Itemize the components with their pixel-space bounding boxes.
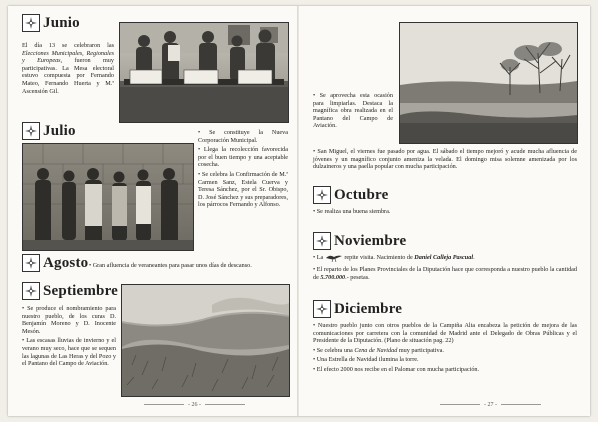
junio-text-italic: Elecciones Municipales, Regionales y Europeas — [22, 49, 114, 65]
section-title-septiembre: Septiembre — [43, 282, 119, 299]
septiembre-bullet-1: • Se produce el nombramiento para nuestro pueblo, de los curas D. Benjamín Moreno y D. Inocente Mesón. — [22, 305, 116, 335]
noviembre-b1-name: Daniel Calleja Pascual — [414, 253, 474, 261]
julio-bullet-2: • Llega la recolección favorecida por el buen tiempo y una aceptable cosecha. — [198, 146, 288, 169]
noviembre-bullet-2 — [313, 266, 577, 281]
ornamental-cross-icon — [313, 186, 331, 204]
junio-text-1: El día 13 se celebraron las — [22, 42, 114, 49]
junio-paragraph — [22, 42, 114, 95]
julio-bullet-3: • Se celebra la Confirmación de M.ª Carmen Sanz, Estela Cuerva y Teresa Sánchez, por el Sr. Obispo, D. José Sánchez y sus preparadores, los párrocos Fernando y Alfonso. — [198, 170, 288, 209]
diciembre-bullet-2 — [313, 347, 577, 355]
ornamental-cross-icon — [22, 282, 40, 300]
septiembre-bullets — [22, 305, 116, 370]
ornamental-cross-icon — [313, 232, 331, 250]
ornamental-cross-icon — [22, 14, 40, 32]
julio-bullets — [198, 129, 288, 211]
noviembre-bullet-1 — [313, 253, 577, 262]
ornamental-cross-icon — [313, 300, 331, 318]
san-miguel-bullet: • San Miguel, el viernes fue pasado por agua. El sábado el tiempo mejoró y acude mucha afluencia de jóvenes y un magnífico conjunto ameniza la velada. El domingo misa solemne amenizada por los dulzaineros y una paella popular con mucha participación. — [313, 148, 577, 171]
cleanup-bullet: • Se aprovecha esta ocasión para limpiarlas. Destaca la magnífica obra realizada en el Pantano del Campo de Aviación. — [313, 92, 393, 130]
section-title-julio: Julio — [43, 122, 76, 139]
julio-bullet-1: • Se constituye la Nueva Corporación Municipal. — [198, 129, 288, 144]
diciembre-bullet-1: • Nuestro pueblo junto con otros pueblos de la Campiña Alta encabeza la petición de mejora de las comunicaciones por carretera con la comunidad de Madrid ante el Delegado de Obras Públicas y el Presidente de la Diputación. (Plano de situación pag. 22) — [313, 322, 577, 345]
section-title-diciembre: Diciembre — [334, 300, 403, 317]
page-number-left: - 26 - — [140, 402, 249, 408]
noviembre-b2-amount: 5.700.000 — [320, 273, 346, 281]
noviembre-b1-suffix: repite visita. Nacimiento de — [342, 253, 415, 261]
section-header-agosto — [22, 254, 88, 272]
section-header-diciembre — [313, 300, 402, 318]
ornamental-cross-icon — [22, 122, 40, 140]
junio-text-2: , fueron muy participativas. La Mesa electoral estuvo compuesta por Fernando Mateo, Fernando Huerta y M.ª Ascensión Gil. — [22, 57, 114, 95]
section-header-noviembre — [313, 232, 406, 250]
page-number-right: - 27 - — [436, 402, 545, 408]
noviembre-b1-end: . — [473, 253, 475, 261]
section-title-junio: Junio — [43, 14, 80, 31]
noviembre-b2-suffix: .- pesetas. — [345, 273, 370, 281]
octubre-bullet: • Se realiza una buena siembra. — [313, 208, 391, 215]
photo-confirmation-group — [22, 143, 194, 251]
ornamental-cross-icon — [22, 254, 40, 272]
noviembre-b1-prefix: • La — [313, 253, 325, 261]
photo-dry-lagoon — [121, 284, 290, 397]
section-title-agosto: Agosto — [43, 254, 89, 271]
book-gutter — [297, 6, 299, 416]
diciembre-b2-italic: Cena de Navidad — [354, 346, 398, 354]
section-title-octubre: Octubre — [334, 186, 389, 203]
section-title-noviembre: Noviembre — [334, 232, 407, 249]
agosto-bullet: • Gran afluencia de veraneantes para pasar unos días de descanso. — [89, 262, 252, 269]
photo-electoral-table — [119, 22, 289, 123]
diciembre-bullet-3: • Una Estrella de Navidad ilumina la torre. — [313, 356, 419, 364]
section-header-octubre — [313, 186, 388, 204]
diciembre-b2-suffix: muy participativa. — [397, 346, 444, 354]
diciembre-bullets — [313, 322, 577, 376]
photo-reservoir — [399, 22, 578, 144]
diciembre-b2-prefix: • Se celebra una — [313, 346, 355, 354]
diciembre-bullet-4: • El efecto 2000 nos recibe en el Palomar con mucha participación. — [313, 365, 480, 373]
section-header-junio — [22, 14, 80, 32]
septiembre-bullet-2: • Las escasas lluvias de invierno y el verano muy seco, hace que se sequen las lagunas de Las Heras y del Pozo y el Pantano del Campo de Aviación. — [22, 337, 116, 368]
section-header-septiembre — [22, 282, 118, 300]
stork-icon — [325, 253, 343, 262]
section-header-julio — [22, 122, 76, 140]
noviembre-b2-prefix: • El reparto de los Planes Provinciales de la Diputación hace que corresponda a nuestro pueblo la cantidad de — [313, 266, 577, 281]
